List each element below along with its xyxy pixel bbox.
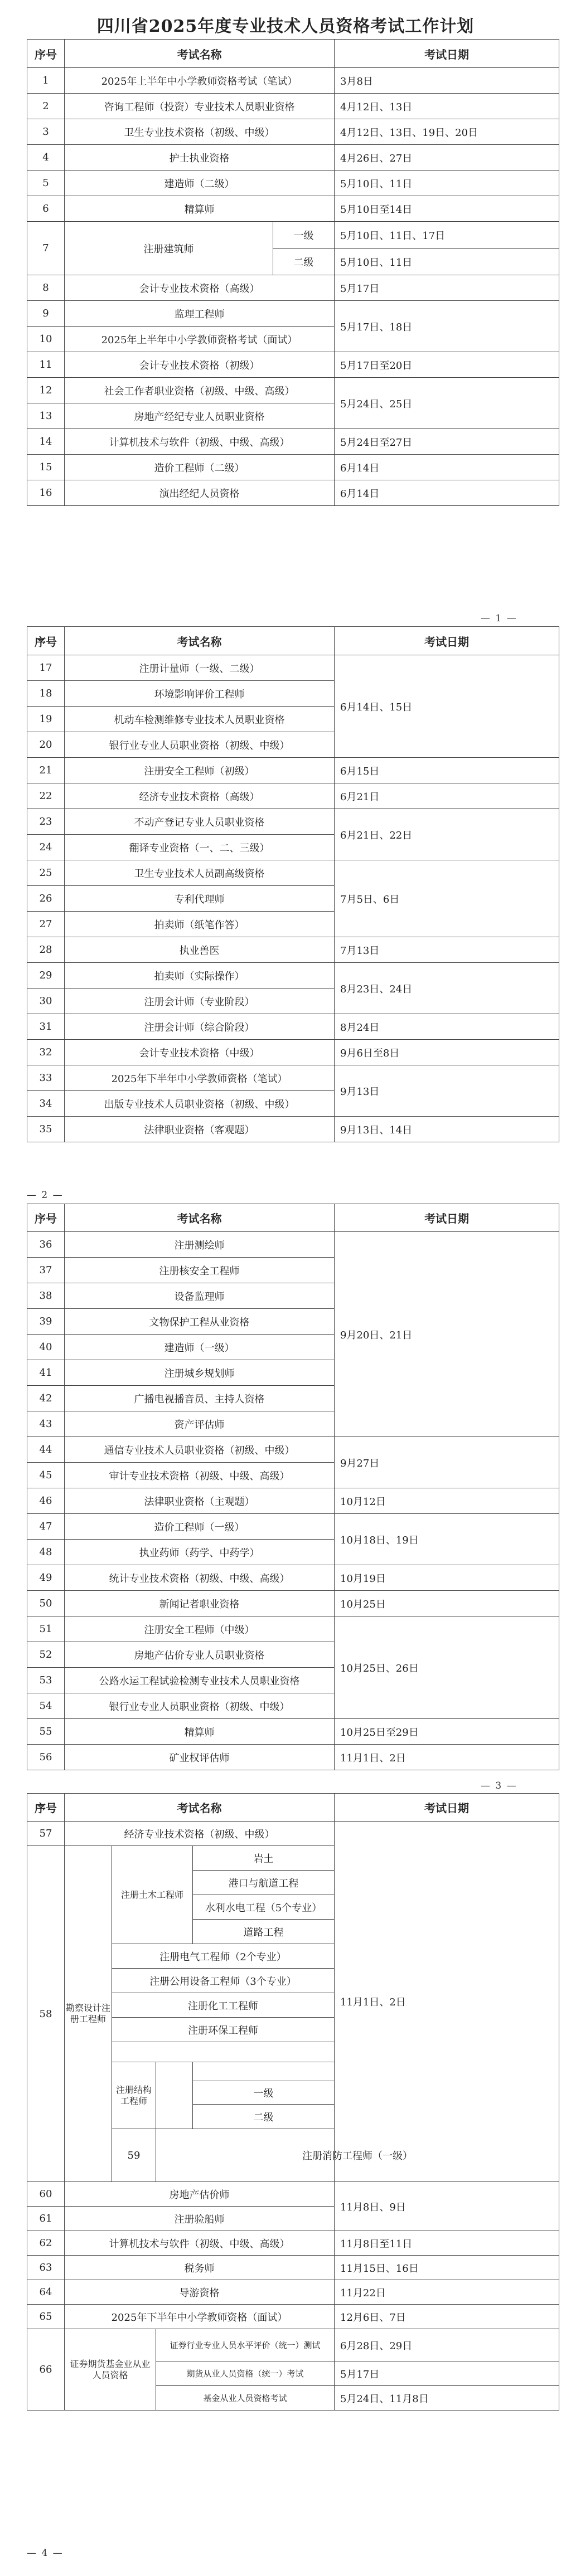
table-row: 36 注册测绘师 9月20日、21日	[27, 1232, 559, 1258]
table-row: 55 精算师 10月25日至29日	[27, 1719, 559, 1745]
table-row: 港口与航道工程	[27, 1871, 559, 1895]
table-row: 注册环保工程师	[27, 2018, 559, 2042]
table-row: 60 房地产估价师 11月8日、9日	[27, 2182, 559, 2207]
table-row: 45 审计专业技术资格（初级、中级、高级）	[27, 1463, 559, 1488]
table-row: 43 资产评估师	[27, 1411, 559, 1437]
table-row: 18 环境影响评价工程师	[27, 681, 559, 707]
table-row: 24 翻译专业资格（一、二、三级）	[27, 835, 559, 860]
page-number: — 1 —	[481, 613, 517, 624]
table-row: 39 文物保护工程从业资格	[27, 1309, 559, 1335]
table-row: 47 造价工程师（一级） 10月18日、19日	[27, 1514, 559, 1540]
table-row: 48 执业药师（药学、中药学）	[27, 1540, 559, 1565]
table-row: 46 法律职业资格（主观题） 10月12日	[27, 1488, 559, 1514]
table-row: 道路工程	[27, 1920, 559, 1944]
table-header-row	[27, 40, 559, 68]
table-row: 14 计算机技术与软件（初级、中级、高级） 5月24日至27日	[27, 429, 559, 455]
table-row: 58 勘察设计注册工程师 注册土木工程师 岩土	[27, 1846, 559, 1871]
table-header-row: 序号 考试名称 考试日期	[27, 1794, 559, 1822]
table-row: 16 演出经纪人员资格 6月14日	[27, 480, 559, 506]
schedule-table-3	[27, 1204, 559, 1770]
table-row: 15 造价工程师（二级） 6月14日	[27, 455, 559, 480]
table-row: 59 注册消防工程师（一级）	[27, 2129, 559, 2182]
page-number: — 3 —	[481, 1780, 517, 1791]
table-row: 注册公用设备工程师（3个专业）	[27, 1969, 559, 1993]
table-row: 期货从业人员资格（统一）考试 5月17日	[27, 2361, 559, 2386]
table-row: 19 机动车检测维修专业技术人员职业资格	[27, 707, 559, 732]
table-row: 30 注册会计师（专业阶段）	[27, 988, 559, 1014]
table-row: 23 不动产登记专业人员职业资格 6月21日、22日	[27, 809, 559, 835]
page-number: — 4 —	[27, 2548, 64, 2559]
table-row: 4 护士执业资格 4月26日、27日	[27, 145, 559, 171]
table-row: 54 银行业专业人员职业资格（初级、中级）	[27, 1693, 559, 1719]
table-row: 42 广播电视播音员、主持人资格	[27, 1386, 559, 1411]
table-row: 38 设备监理师	[27, 1283, 559, 1309]
table-row: 一级	[27, 2081, 559, 2105]
schedule-table-4	[27, 1793, 559, 2411]
table-row: 34 出版专业技术人员职业资格（初级、中级）	[27, 1091, 559, 1117]
table-row: 63 税务师 11月15日、16日	[27, 2256, 559, 2280]
table-row: 1 2025年上半年中小学教师资格考试（笔试） 3月8日	[27, 68, 559, 94]
header-name: 考试名称	[65, 40, 335, 68]
table-row: 25 卫生专业技术人员副高级资格 7月5日、6日	[27, 860, 559, 886]
table-row: 27 拍卖师（纸笔作答）	[27, 912, 559, 937]
table-row: 22 经济专业技术资格（高级） 6月21日	[27, 783, 559, 809]
table-row: 11 会计专业技术资格（初级） 5月17日至20日	[27, 352, 559, 378]
table-row: 二级	[27, 2105, 559, 2129]
table-row: 7 注册建筑师 一级 5月10日、11日、17日	[27, 222, 559, 249]
table-row: 62 计算机技术与软件（初级、中级、高级） 11月8日至11日	[27, 2231, 559, 2256]
table-row: 41 注册城乡规划师	[27, 1360, 559, 1386]
page-number: — 2 —	[27, 1190, 64, 1201]
table-row: 51 注册安全工程师（中级） 10月25日、26日	[27, 1616, 559, 1642]
table-row: 3 卫生专业技术资格（初级、中级） 4月12日、13日、19日、20日	[27, 119, 559, 145]
table-row: 31 注册会计师（综合阶段） 8月24日	[27, 1014, 559, 1040]
schedule-table-2	[27, 626, 559, 1142]
table-row: 注册结构工程师	[27, 2062, 559, 2081]
table-row: 50 新闻记者职业资格 10月25日	[27, 1591, 559, 1616]
table-row: 35 法律职业资格（客观题） 9月13日、14日	[27, 1117, 559, 1142]
table-row: 28 执业兽医 7月13日	[27, 937, 559, 963]
table-row: 12 社会工作者职业资格（初级、中级、高级） 5月24日、25日	[27, 378, 559, 403]
page-title: 四川省2025年度专业技术人员资格考试工作计划	[96, 17, 475, 36]
header-no: 序号	[27, 40, 65, 68]
table-row: 2 咨询工程师（投资）专业技术人员职业资格 4月12日、13日	[27, 94, 559, 119]
table-row: 29 拍卖师（实际操作） 8月23日、24日	[27, 963, 559, 988]
header-date: 考试日期	[335, 40, 559, 68]
table-row: 注册电气工程师（2个专业）	[27, 1944, 559, 1969]
schedule-table-1	[27, 39, 559, 506]
table-row: 57 经济专业技术资格（初级、中级） 11月1日、2日	[27, 1822, 559, 1846]
table-row: 注册化工工程师	[27, 1993, 559, 2018]
table-row: 53 公路水运工程试验检测专业技术人员职业资格	[27, 1668, 559, 1693]
table-row: 8 会计专业技术资格（高级） 5月17日	[27, 275, 559, 301]
table-header-row: 序号 考试名称 考试日期	[27, 1204, 559, 1232]
table-row: 5 建造师（二级） 5月10日、11日	[27, 171, 559, 196]
table-row: 20 银行业专业人员职业资格（初级、中级）	[27, 732, 559, 758]
table-row: 17 注册计量师（一级、二级） 6月14日、15日	[27, 655, 559, 681]
table-row: 水利水电工程（5个专业）	[27, 1895, 559, 1920]
table-row: 13 房地产经纪专业人员职业资格	[27, 403, 559, 429]
table-row: 33 2025年下半年中小学教师资格（笔试） 9月13日	[27, 1065, 559, 1091]
table-row: 37 注册核安全工程师	[27, 1258, 559, 1283]
table-row: 49 统计专业技术资格（初级、中级、高级） 10月19日	[27, 1565, 559, 1591]
table-row: 64 导游资格 11月22日	[27, 2280, 559, 2305]
table-row: 56 矿业权评估师 11月1日、2日	[27, 1745, 559, 1770]
table-row: 10 2025年上半年中小学教师资格考试（面试）	[27, 327, 559, 352]
table-row: 26 专利代理师	[27, 886, 559, 912]
table-row: 9 监理工程师 5月17日、18日	[27, 301, 559, 327]
table-row: 52 房地产估价专业人员职业资格	[27, 1642, 559, 1668]
table-header-row: 序号 考试名称 考试日期	[27, 627, 559, 655]
table-row: 40 建造师（一级）	[27, 1335, 559, 1360]
table-row: 66 证券期货基金业从业人员资格 证券行业专业人员水平评价（统一）测试 6月28日、29日	[27, 2329, 559, 2361]
table-row: 二级 5月10日、11日	[27, 249, 559, 275]
table-row: 65 2025年下半年中小学教师资格（面试） 12月6日、7日	[27, 2305, 559, 2329]
table-row: 6 精算师 5月10日至14日	[27, 196, 559, 222]
table-row: 21 注册安全工程师（初级） 6月15日	[27, 758, 559, 783]
table-row: 32 会计专业技术资格（中级） 9月6日至8日	[27, 1040, 559, 1065]
table-row: 基金从业人员资格考试 5月24日、11月8日	[27, 2386, 559, 2411]
table-row: 61 注册验船师	[27, 2207, 559, 2231]
table-row: 44 通信专业技术人员职业资格（初级、中级） 9月27日	[27, 1437, 559, 1463]
